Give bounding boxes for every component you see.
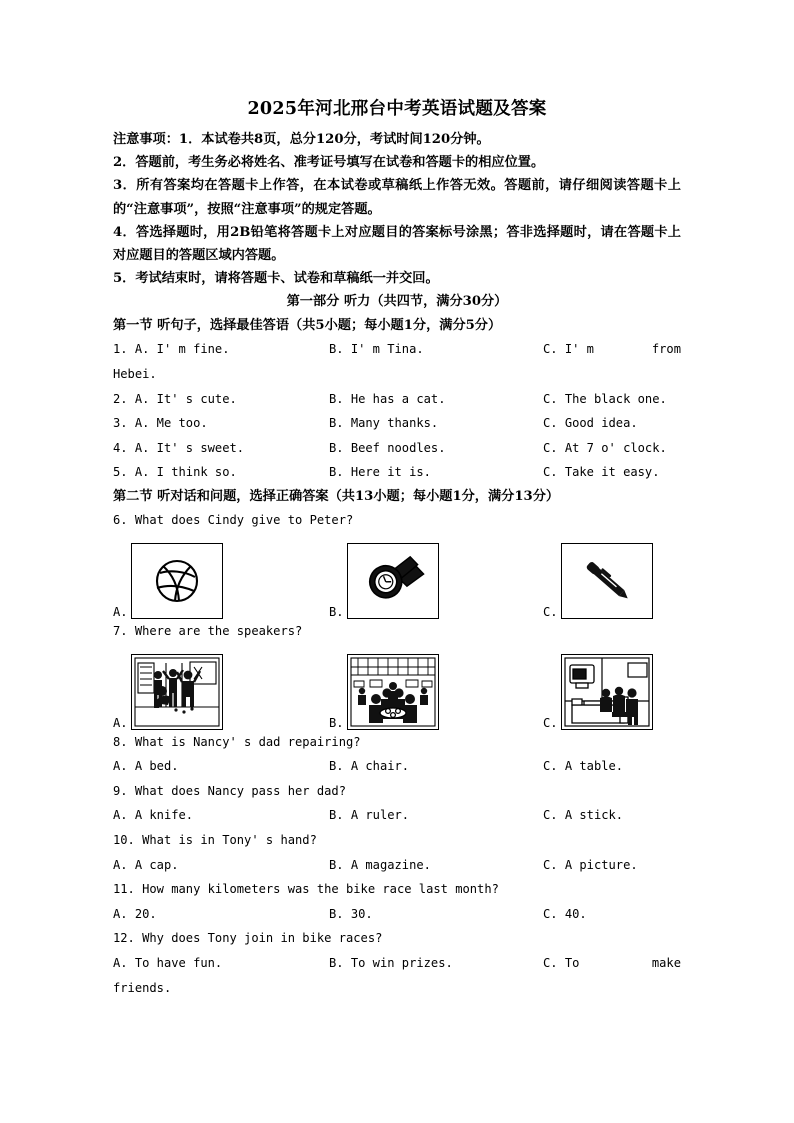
question-row-11 [113,902,681,927]
question-row-5 [113,460,681,485]
question-7-option-c-label: C. [543,715,558,730]
question-11-option-b[interactable]: B. 30. [329,906,373,921]
question-7-option-c[interactable] [543,654,653,730]
question-row-1 [113,337,681,362]
question-6-picture-options [113,535,681,619]
question-7-stem: 7. Where are the speakers? [113,624,303,639]
question-10-option-c[interactable]: C. A picture. [543,857,638,872]
wristwatch-image [347,543,439,619]
question-11-option-a[interactable]: A. 20. [113,906,157,921]
question-5-option-b[interactable]: B. Here it is. [329,465,431,480]
question-7-picture-options [113,646,681,730]
question-5-option-c[interactable]: C. Take it easy. [543,465,660,480]
notice-line-5: 5．考试结束时，请将答题卡、试卷和草稿纸一并交回。 [113,271,439,287]
question-6-stem: 6. What does Cindy give to Peter? [113,513,354,528]
gym-classroom-scene-image [131,654,223,730]
question-5-option-a[interactable]: 5. A. I think so. [113,465,237,480]
section-one-heading: 第一节 听句子，选择最佳答语（共5小题；每小题1分，满分5分） [113,317,502,333]
question-1-option-c-tail: from [651,342,681,357]
question-12-option-b[interactable]: B. To win prizes. [329,956,453,971]
question-10-stem: 10. What is in Tony' s hand? [113,833,317,848]
question-6-option-b-label: B. [329,605,344,620]
question-7-option-b[interactable] [329,654,439,730]
question-12-stem: 12. Why does Tony join in bike races? [113,931,383,946]
question-12-option-c[interactable] [543,951,681,976]
question-8-option-c[interactable]: C. A table. [543,759,624,774]
living-room-sofa-scene-image [561,654,653,730]
question-6-option-a[interactable] [113,543,223,619]
question-9-option-c[interactable]: C. A stick. [543,808,624,823]
question-12-wrap: friends. [113,980,172,995]
question-row-8 [113,754,681,779]
question-4-option-b[interactable]: B. Beef noodles. [329,440,446,455]
section-two-heading: 第二节 听对话和问题，选择正确答案（共13小题；每小题1分，满分13分） [113,488,560,504]
question-1-option-c[interactable] [543,337,681,362]
question-3-option-a[interactable]: 3. A. Me too. [113,416,208,431]
question-9-stem: 9. What does Nancy pass her dad? [113,783,346,798]
question-9-option-a[interactable]: A. A knife. [113,808,194,823]
question-7-option-a-label: A. [113,715,128,730]
question-3-option-c[interactable]: C. Good idea. [543,416,638,431]
question-1-wrap: Hebei. [113,367,157,382]
notice-line-1: 注意事项：1．本试卷共8页，总分120分，考试时间120分钟。 [113,132,490,147]
question-row-12 [113,951,681,976]
question-1-option-c-text: C. I' m [543,342,594,357]
question-row-2 [113,387,681,412]
question-11-option-c[interactable]: C. 40. [543,906,587,921]
question-row-3 [113,411,681,436]
question-12-option-a[interactable]: A. To have fun. [113,956,223,971]
question-6-option-c[interactable] [543,543,653,619]
question-4-option-a[interactable]: 4. A. It' s sweet. [113,440,245,455]
question-7-option-b-label: B. [329,715,344,730]
notice-line-4: 4．答选择题时，用2B铅笔将答题卡上对应题目的答案标号涂黑；答非选择题时，请在答题卡上对应题目的答题区域内答题。 [113,224,681,264]
question-11-stem: 11. How many kilometers was the bike race last month? [113,882,499,897]
question-row-9 [113,803,681,828]
question-row-10 [113,853,681,878]
question-10-option-a[interactable]: A. A cap. [113,857,179,872]
question-7-option-a[interactable] [113,654,223,730]
question-row-4 [113,436,681,461]
notice-line-2: 2．答题前，考生务必将姓名、准考证号填写在试卷和答题卡的相应位置。 [113,155,545,171]
question-12-option-c-text: C. To [543,956,580,971]
question-8-option-b[interactable]: B. A chair. [329,759,410,774]
question-2-option-c[interactable]: C. The black one. [543,391,667,406]
pen-image [561,543,653,619]
question-6-option-a-label: A. [113,605,128,620]
restaurant-crowd-scene-image [347,654,439,730]
question-2-option-a[interactable]: 2. A. It' s cute. [113,391,237,406]
question-12-option-c-tail: make [651,956,681,971]
question-9-option-b[interactable]: B. A ruler. [329,808,410,823]
question-2-option-b[interactable]: B. He has a cat. [329,391,446,406]
question-4-option-c[interactable]: C. At 7 o' clock. [543,440,667,455]
question-8-stem: 8. What is Nancy' s dad repairing? [113,734,361,749]
notice-line-3: 3．所有答案均在答题卡上作答，在本试卷或草稿纸上作答无效。答题前，请仔细阅读答题卡上的“注意事项”，按照“注意事项”的规定答题。 [113,178,681,217]
question-1-option-a[interactable]: 1. A. I' m fine. [113,342,230,357]
question-3-option-b[interactable]: B. Many thanks. [329,416,439,431]
question-8-option-a[interactable]: A. A bed. [113,759,179,774]
page-title: 2025年河北邢台中考英语试题及答案 [247,99,547,119]
page-content [113,96,681,1000]
question-1-option-b[interactable]: B. I' m Tina. [329,342,424,357]
part-one-heading: 第一部分 听力（共四节，满分30分） [286,294,508,310]
question-10-option-b[interactable]: B. A magazine. [329,857,431,872]
question-6-option-c-label: C. [543,605,558,620]
volleyball-image [131,543,223,619]
question-6-option-b[interactable] [329,543,439,619]
